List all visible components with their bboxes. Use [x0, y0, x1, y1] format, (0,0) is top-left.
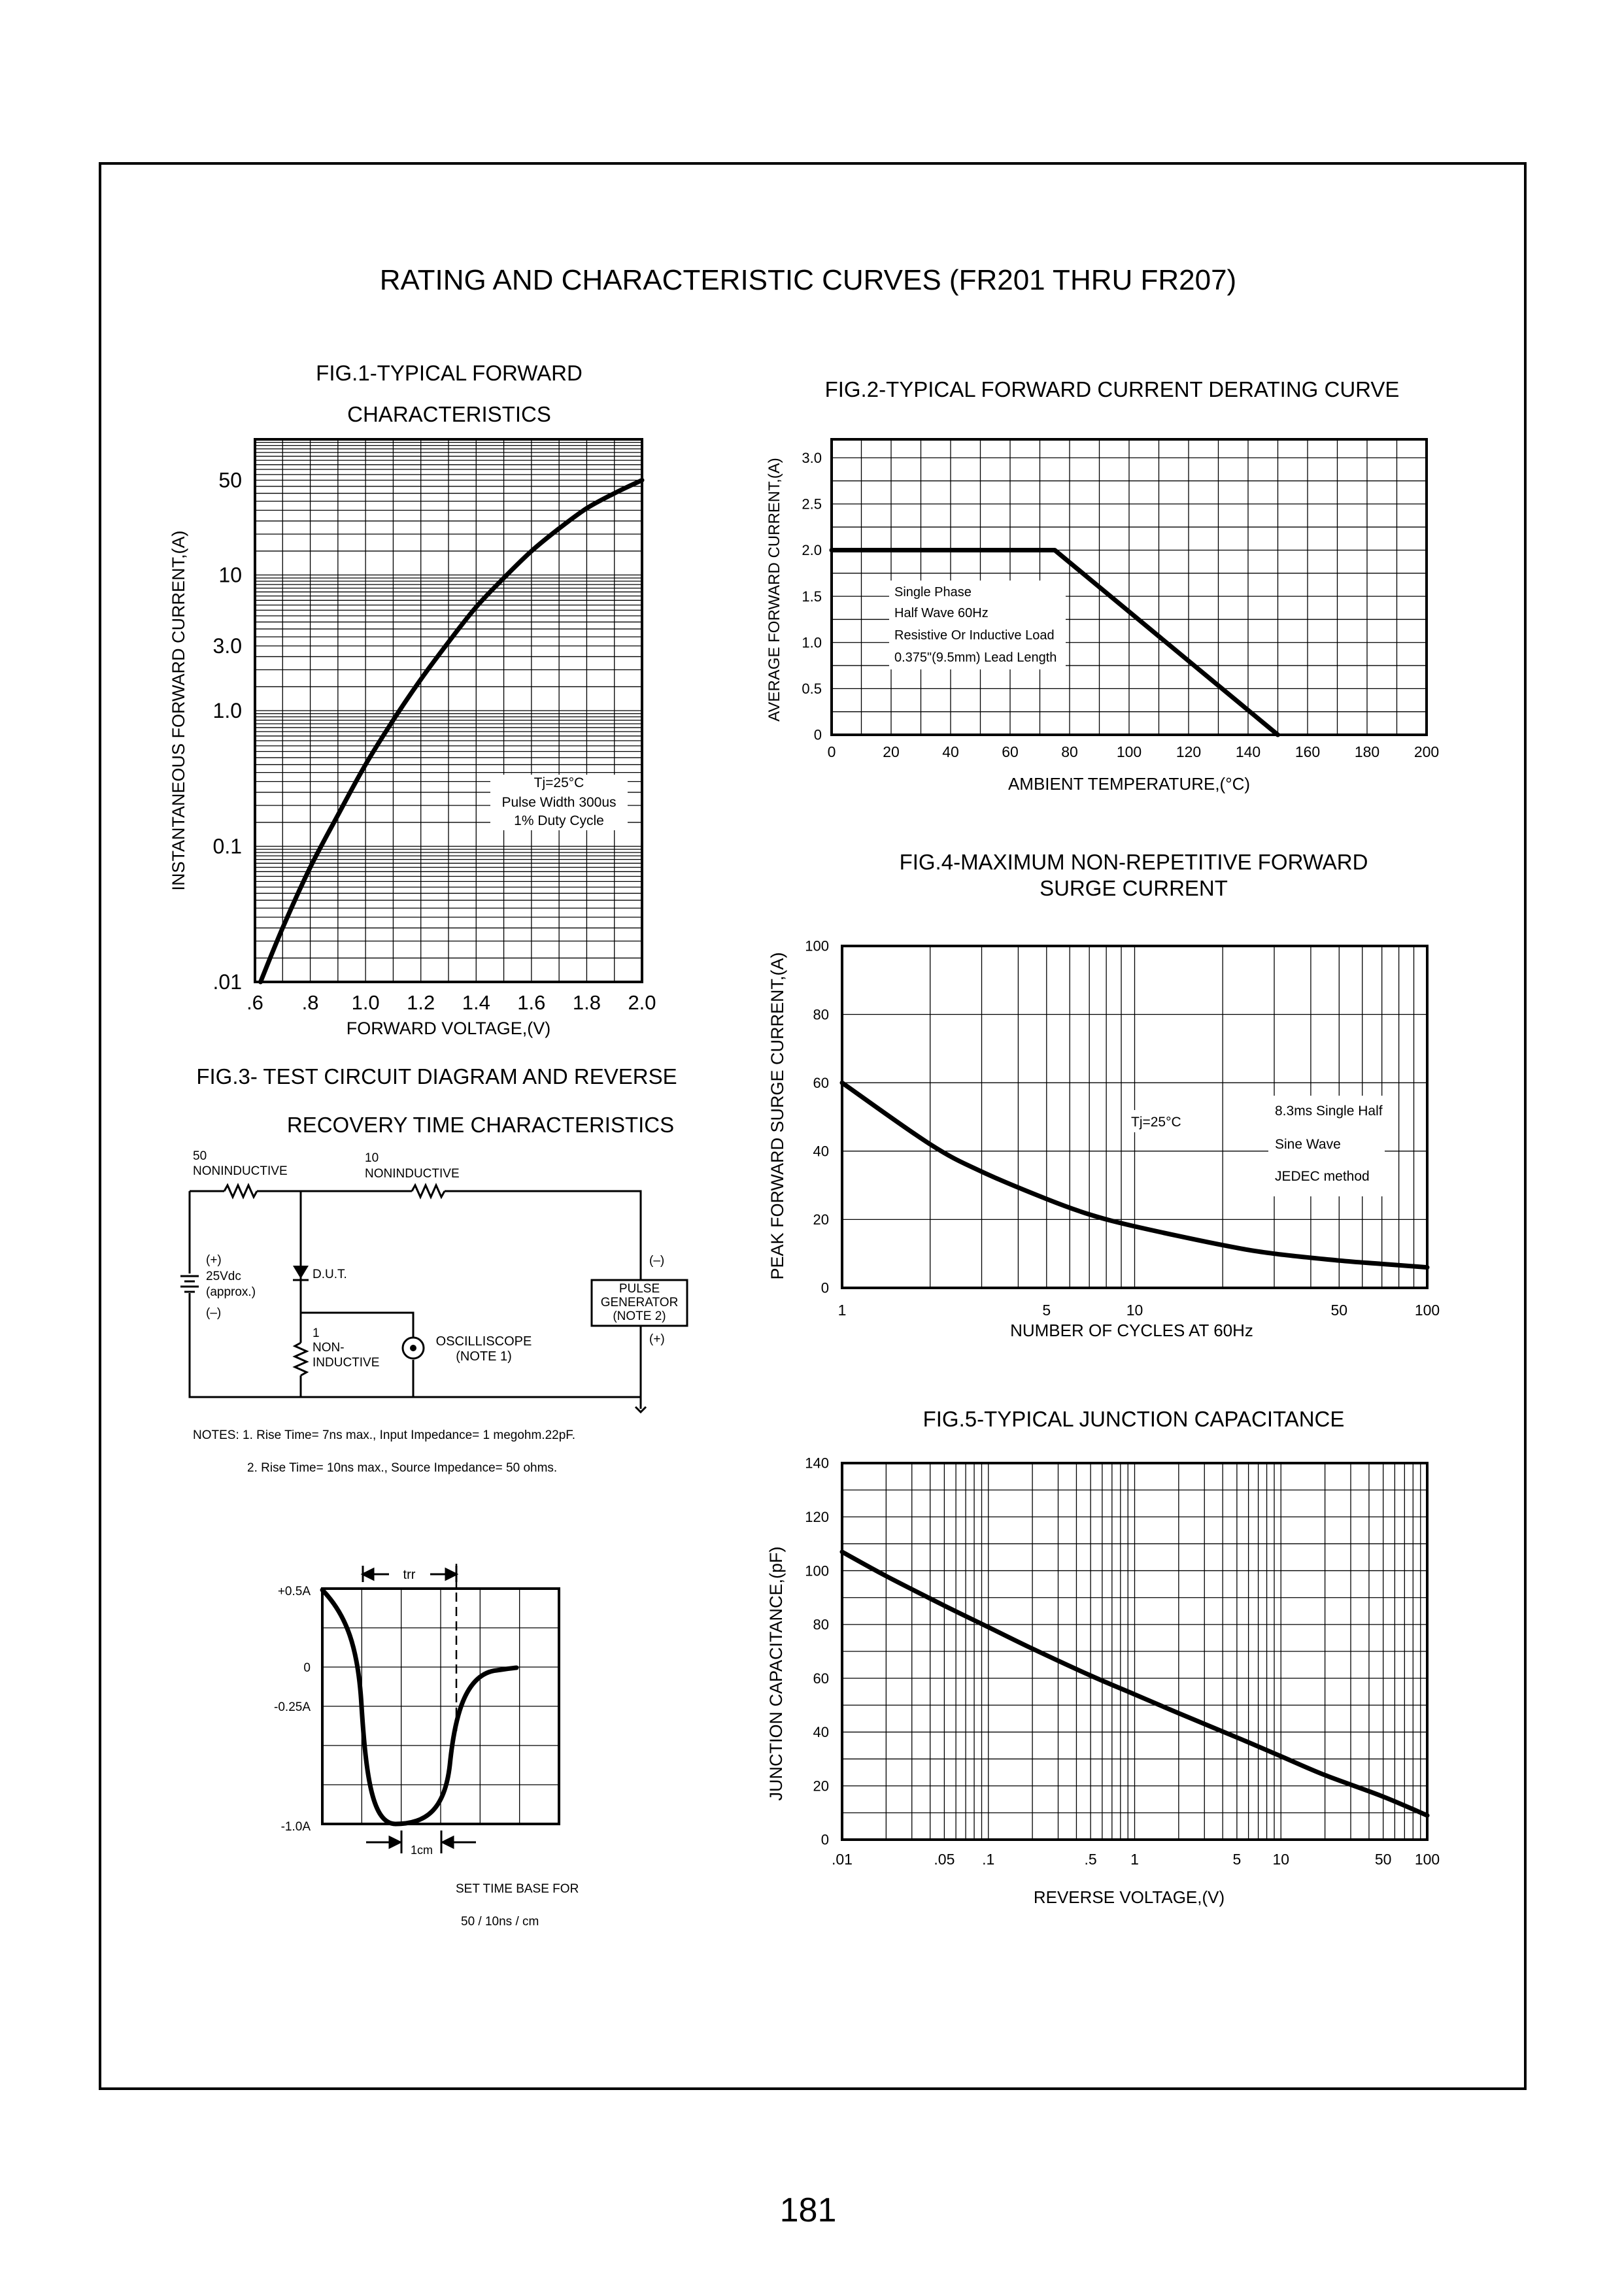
fig5-x-tick-label: 5 [1232, 1851, 1242, 1868]
fig1-y-tick-label: 3.0 [212, 634, 242, 658]
fig2-x-tick-label: 120 [1176, 743, 1202, 760]
fig2-x-tick-label: 140 [1235, 743, 1261, 760]
fig2-annotation-phase: Single Phase [894, 585, 972, 599]
note-1: NOTES: 1. Rise Time= 7ns max., Input Impedance= 1 megohm.22pF. [193, 1428, 576, 1442]
fig4-x-tick-label: 10 [1126, 1302, 1143, 1319]
fig1-x-tick-label: .6 [246, 991, 263, 1014]
diode-icon [293, 1266, 309, 1280]
fig5-y-tick-label: 60 [813, 1670, 829, 1687]
fig1-title-line2: CHARACTERISTICS [347, 402, 551, 426]
scope-label-2: (NOTE 1) [456, 1349, 512, 1364]
fig2-y-tick-label: 3.0 [802, 449, 822, 466]
fig5-x-tick-label: .01 [832, 1851, 853, 1868]
fig4-title-line2: SURGE CURRENT [1040, 876, 1228, 900]
fig1-y-tick-label: 50 [218, 468, 242, 492]
fig4-chart [768, 850, 1440, 1340]
fig2-x-tick-label: 80 [1061, 743, 1078, 760]
fig5-y-tick-label: 20 [813, 1778, 829, 1795]
fig1-chart [169, 361, 656, 1038]
fig1-annotation-pulse: Pulse Width 300us [501, 795, 617, 810]
fig2-xlabel: AMBIENT TEMPERATURE,(°C) [1007, 774, 1251, 794]
fig1-title-line1: FIG.1-TYPICAL FORWARD [316, 361, 583, 385]
fig1-annotation-tj: Tj=25°C [533, 775, 584, 790]
fig1-x-tick-label: 2.0 [628, 991, 656, 1014]
supply-voltage: 25Vdc [206, 1270, 241, 1283]
fig3-title-line2: RECOVERY TIME CHARACTERISTICS [286, 1113, 675, 1137]
fig2-y-tick-label: 2.0 [802, 542, 822, 559]
fig5-x-tick-label: .05 [934, 1851, 955, 1868]
timebase-label-2: 50 / 10ns / cm [461, 1915, 539, 1929]
fig2-x-tick-label: 0 [827, 743, 836, 760]
r3-label-1: NON- [313, 1341, 345, 1355]
fig1-series [261, 481, 643, 983]
wave-label-mid: -0.25A [274, 1700, 311, 1714]
fig1-annotation-duty: 1% Duty Cycle [514, 813, 604, 828]
fig4-x-tick-label: 5 [1042, 1302, 1051, 1319]
wave-label-zero: 0 [303, 1661, 311, 1675]
fig2-annotation-load: Resistive Or Inductive Load [894, 628, 1055, 643]
fig5-chart [766, 1407, 1440, 1907]
fig4-y-tick-label: 40 [813, 1143, 829, 1160]
fig1-grid [255, 439, 642, 982]
fig1-xlabel: FORWARD VOLTAGE,(V) [346, 1019, 551, 1038]
scope-label-1: OSCILLISCOPE [435, 1334, 532, 1349]
fig5-y-tick-label: 80 [813, 1616, 829, 1633]
fig4-annotation-sinewave: Sine Wave [1275, 1137, 1341, 1152]
fig2-x-tick-label: 180 [1354, 743, 1380, 760]
fig2-chart [766, 377, 1439, 794]
fig2-x-tick-label: 200 [1413, 743, 1440, 760]
fig2-annotation-lead: 0.375"(9.5mm) Lead Length [894, 650, 1057, 665]
waveform-grid [322, 1589, 559, 1824]
fig2-x-tick-label: 100 [1116, 743, 1142, 760]
note-2: 2. Rise Time= 10ns max., Source Impedance= 50 ohms. [247, 1461, 558, 1475]
gen-label-3: (NOTE 2) [613, 1309, 666, 1323]
fig4-xlabel: NUMBER OF CYCLES AT 60Hz [1010, 1321, 1253, 1340]
fig2-x-tick-label: 160 [1294, 743, 1321, 760]
fig5-x-tick-label: 10 [1272, 1851, 1290, 1868]
page-heading: RATING AND CHARACTERISTIC CURVES (FR201 THRU FR207) [379, 264, 1237, 296]
fig5-x-tick-label: 50 [1374, 1851, 1392, 1868]
fig4-x-tick-label: 100 [1414, 1302, 1440, 1319]
fig4-x-tick-label: 50 [1330, 1302, 1348, 1319]
fig2-x-tick-label: 20 [883, 743, 900, 760]
r3-value: 1 [313, 1326, 320, 1340]
fig2-title: FIG.2-TYPICAL FORWARD CURRENT DERATING CURVE [824, 377, 1400, 401]
fig5-title: FIG.5-TYPICAL JUNCTION CAPACITANCE [922, 1407, 1345, 1431]
fig2-y-tick-label: 2.5 [802, 496, 822, 513]
fig2-ylabel: AVERAGE FORWARD CURRENT,(A) [766, 458, 783, 722]
dut-label: D.U.T. [313, 1268, 347, 1281]
fig4-x-tick-label: 1 [837, 1302, 847, 1319]
gen-label-1: PULSE [618, 1282, 660, 1296]
fig5-x-tick-label: 1 [1130, 1851, 1139, 1868]
oscilloscope-icon [403, 1338, 424, 1358]
fig4-y-tick-label: 100 [805, 937, 829, 954]
fig1-x-tick-label: 1.6 [517, 991, 546, 1014]
fig2-y-tick-label: 1.0 [802, 634, 822, 651]
fig3-test-circuit [180, 1064, 687, 1929]
fig1-x-tick-label: 1.8 [572, 991, 601, 1014]
fig2-x-tick-label: 60 [1002, 743, 1019, 760]
fig5-x-tick-label: .5 [1084, 1851, 1097, 1868]
fig1-x-tick-label: 1.4 [462, 991, 490, 1014]
fig2-x-tick-label: 40 [942, 743, 959, 760]
fig4-ylabel: PEAK FORWARD SURGE CURRENT,(A) [768, 952, 787, 1280]
fig5-xlabel: REVERSE VOLTAGE,(V) [1033, 1887, 1225, 1907]
fig4-annotation-jedec: JEDEC method [1275, 1169, 1370, 1184]
circuit-wiring [190, 1185, 646, 1412]
fig4-annotation-tj: Tj=25°C [1131, 1115, 1181, 1130]
fig1-x-tick-label: 1.2 [407, 991, 435, 1014]
fig4-title-line1: FIG.4-MAXIMUM NON-REPETITIVE FORWARD [899, 850, 1368, 874]
fig2-y-tick-label: 0 [813, 726, 822, 743]
fig1-y-tick-label: .01 [212, 970, 242, 994]
fig1-y-tick-label: 10 [218, 563, 242, 587]
fig1-x-tick-label: .8 [301, 991, 319, 1014]
fig4-y-tick-label: 20 [813, 1211, 829, 1228]
fig1-y-tick-label: 1.0 [212, 699, 242, 723]
r1-label: NONINDUCTIVE [193, 1164, 288, 1178]
fig5-x-tick-label: 100 [1414, 1851, 1440, 1868]
supply-plus: (+) [206, 1253, 222, 1267]
gen-minus: (–) [649, 1254, 665, 1268]
battery-icon [180, 1276, 199, 1292]
r2-value: 10 [365, 1151, 379, 1165]
fig1-y-tick-label: 0.1 [212, 834, 242, 858]
r2-label: NONINDUCTIVE [365, 1167, 460, 1181]
fig1-ylabel: INSTANTANEOUS FORWARD CURRENT,(A) [169, 530, 188, 891]
fig5-grid [842, 1463, 1427, 1840]
fig3-waveform [274, 1564, 579, 1929]
fig5-y-tick-label: 40 [813, 1724, 829, 1741]
fig4-y-tick-label: 0 [820, 1279, 829, 1296]
fig1-x-tick-label: 1.0 [351, 991, 380, 1014]
wave-label-bottom: -1.0A [280, 1820, 311, 1834]
gen-plus: (+) [649, 1332, 665, 1346]
recovery-waveform-curve [322, 1590, 516, 1824]
supply-minus: (–) [206, 1306, 222, 1320]
fig4-y-tick-label: 80 [813, 1006, 829, 1023]
fig4-annotation-halfsine: 8.3ms Single Half [1275, 1104, 1383, 1119]
scale-label: 1cm [410, 1844, 433, 1857]
timebase-label-1: SET TIME BASE FOR [456, 1882, 579, 1896]
fig2-y-tick-label: 1.5 [802, 588, 822, 605]
page-number: 181 [779, 2191, 837, 2229]
fig5-x-tick-label: .1 [982, 1851, 995, 1868]
fig5-y-tick-label: 100 [805, 1562, 829, 1579]
fig3-title-line1: FIG.3- TEST CIRCUIT DIAGRAM AND REVERSE [196, 1064, 677, 1088]
fig4-y-tick-label: 60 [813, 1074, 829, 1091]
r3-label-2: INDUCTIVE [313, 1356, 380, 1370]
fig5-y-tick-label: 140 [805, 1455, 829, 1472]
fig2-y-tick-label: 0.5 [802, 681, 822, 698]
fig5-y-tick-label: 0 [820, 1831, 829, 1848]
fig5-ylabel: JUNCTION CAPACITANCE,(pF) [766, 1546, 786, 1801]
fig2-annotation-wave: Half Wave 60Hz [894, 606, 989, 620]
fig5-y-tick-label: 120 [805, 1508, 829, 1525]
supply-approx: (approx.) [206, 1285, 256, 1299]
fig1-series-line [261, 481, 643, 983]
trr-label: trr [403, 1568, 416, 1582]
gen-label-2: GENERATOR [600, 1296, 679, 1309]
wave-label-top: +0.5A [277, 1585, 311, 1598]
r1-value: 50 [193, 1149, 207, 1163]
